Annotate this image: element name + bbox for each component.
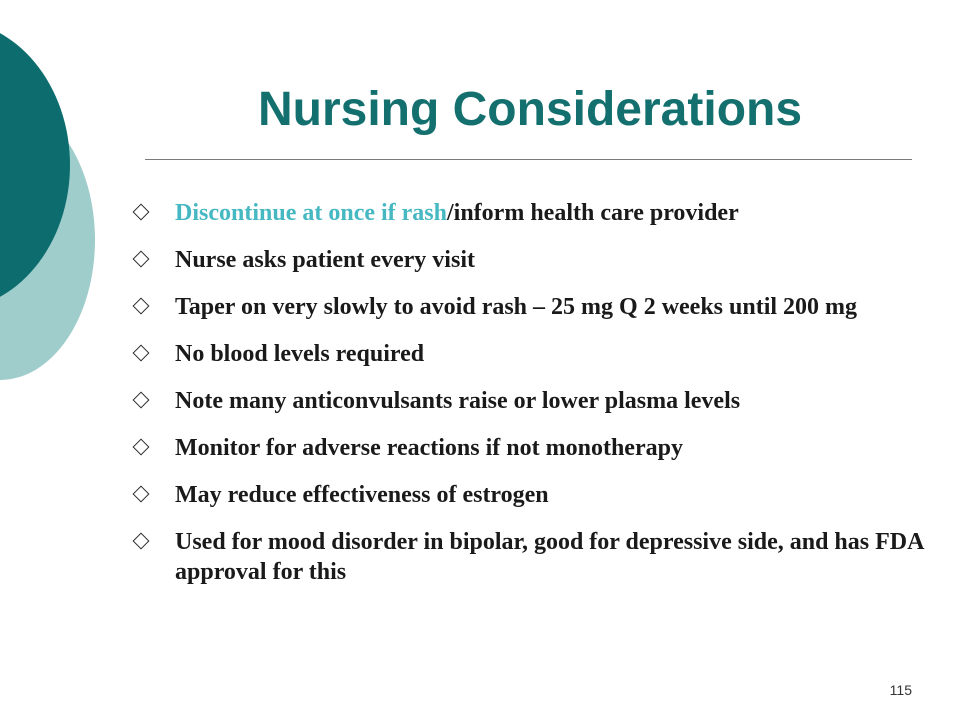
bullet-item [132, 245, 932, 275]
bullet-text: /inform health care provider [447, 200, 739, 226]
bullet-item [132, 527, 932, 587]
bullet-text: Nurse asks patient every visit [175, 247, 475, 273]
hollow-diamond-icon [133, 439, 150, 456]
bullet-item [132, 292, 932, 322]
hollow-diamond-icon [133, 486, 150, 503]
bullet-item [132, 386, 932, 416]
hollow-diamond-icon [133, 298, 150, 315]
title-divider [145, 159, 912, 160]
bullet-list [132, 198, 932, 604]
bullet-text: Used for mood disorder in bipolar, good for depressive side, and has FDA approval for this [175, 529, 924, 585]
page-number: 115 [889, 682, 912, 698]
hollow-diamond-icon [133, 251, 150, 268]
bullet-text: Taper on very slowly to avoid rash – 25 mg Q 2 weeks until 200 mg [175, 294, 858, 320]
hollow-diamond-icon [133, 533, 150, 550]
bullet-item [132, 339, 932, 369]
bullet-item [132, 480, 932, 510]
bullet-text: No blood levels required [175, 341, 425, 367]
bullet-item [132, 198, 932, 228]
bullet-accent-text: Discontinue at once if rash [175, 200, 447, 226]
bullet-item [132, 433, 932, 463]
hollow-diamond-icon [133, 345, 150, 362]
slide-title: Nursing Considerations [257, 83, 803, 136]
hollow-diamond-icon [133, 392, 150, 409]
bullet-text: Monitor for adverse reactions if not monotherapy [175, 435, 683, 461]
bullet-text: Note many anticonvulsants raise or lower plasma levels [175, 388, 741, 414]
bullet-text: May reduce effectiveness of estrogen [175, 482, 549, 508]
hollow-diamond-icon [133, 204, 150, 221]
